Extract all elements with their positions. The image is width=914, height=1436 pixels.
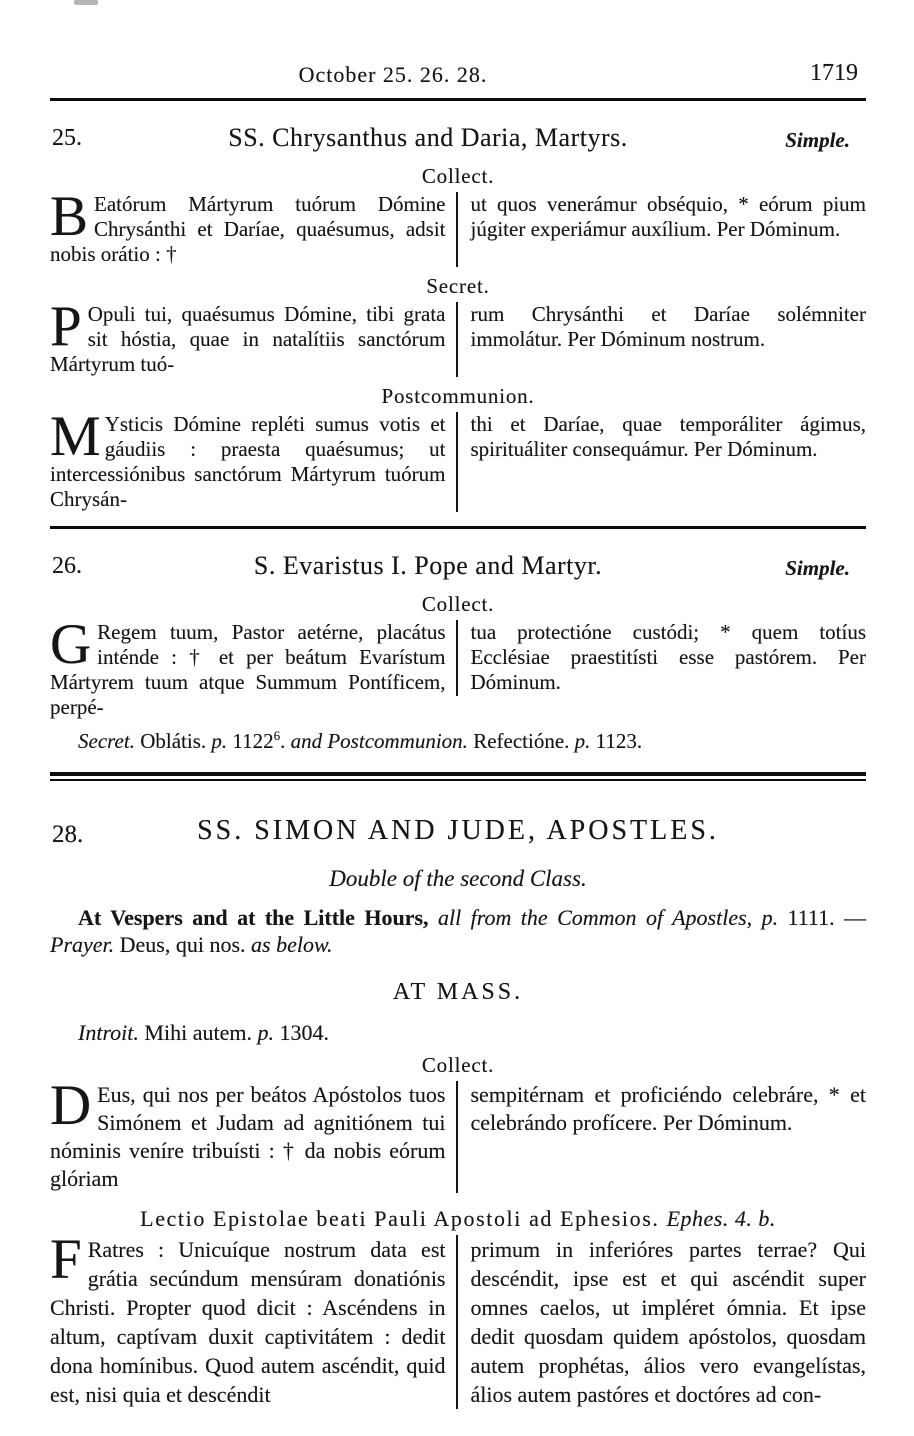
feast-title: SS. Chrysanthus and Daria, Martyrs.: [228, 123, 628, 152]
prayer-text: Ysticis Dómine repléti sumus votis et gáudiis : praesta quaésumus; ut intercessiónibus sanctórum Mártyrum tuórum Chrysán-: [50, 412, 446, 511]
postcommunion-heading: Postcommunion.: [381, 384, 535, 408]
as-below-note: as below.: [251, 932, 333, 957]
collect-left-column: [50, 185, 456, 267]
prayer-text: Opuli tui, quaésumus Dómine, tibi grata sit hóstia, quae in natalítiis sanctórum Mártyrum tuó-: [50, 302, 446, 376]
postcommunion-right-column: thi et Daríae, quae temporáliter ágimus, spirituáliter consequámur. Per Dóminum.: [470, 412, 866, 461]
epistle-columns: [50, 1228, 866, 1409]
prayer-text: Regem tuum, Pastor aetérne, placátus inténde : † et per beátum Evarístum Mártyrem tuum atque Summum Pontíficem, perpé-: [50, 620, 446, 719]
drop-cap: P: [50, 295, 82, 358]
epistle-right-column: primum in inferióres partes terrae? Qui descéndit, ipse est et qui ascéndit super omnes caelos, ut impléret ómnia. Et ipse dedit quosdam quidem apóstolos, quosdam autem prophétas, álios vero evangelístas, álios autem pastóres et doctóres ad con-: [470, 1237, 866, 1407]
feast-day-number: 28.: [52, 821, 84, 848]
page-abbrev: p.: [257, 1020, 274, 1045]
introit-reference: [50, 1020, 866, 1046]
collect-right-column: tua protectióne custódi; * quem totíus Ecclésiae praestitísti esse pastórem. Per Dóminum.: [470, 620, 866, 694]
lectio-roman-text: Lectio Epistolae beati Pauli Apostoli ad Ephesios.: [140, 1206, 660, 1231]
collect-left-column: [50, 613, 456, 720]
feast-class-designation: Double of the second Class.: [329, 866, 587, 891]
section-rule: [50, 526, 866, 529]
secret-label: Secret.: [78, 729, 135, 753]
page-number: 1719: [810, 60, 858, 86]
prayer-label: Prayer.: [50, 932, 115, 957]
vespers-rubric-italic: all from the Common of Apostles,: [437, 905, 753, 930]
page-ref-number: 1111. —: [787, 905, 867, 930]
page-ref-number: 1122: [232, 729, 274, 753]
epistle-text: Ratres : Unicuíque nostrum data est grátia secúndum mensúram donatiónis Christi. Propter quod dicit : Ascéndens in altum, captívam duxit captivitátem : dedit dona homínibus. Quod autem ascéndit, quid est, nisi quia et descéndit: [50, 1237, 446, 1407]
secret-left-column: [50, 295, 456, 377]
vespers-bold-text: At Vespers and at the Little Hours,: [78, 905, 429, 930]
at-mass-heading: AT MASS.: [392, 979, 524, 1005]
page-ref-number: 1304.: [279, 1020, 329, 1045]
collect-heading: Collect.: [421, 592, 495, 616]
section-25-chrysanthus-daria: [50, 123, 866, 512]
page-abbrev: p.: [211, 729, 228, 753]
section-26-evaristus: [50, 551, 866, 754]
page-abbrev: p.: [574, 729, 591, 753]
drop-cap: B: [50, 185, 89, 248]
postcommunion-incipit: Refectióne.: [473, 729, 570, 753]
secret-incipit: Oblátis.: [140, 729, 207, 753]
secret-right-column: rum Chrysánthi et Daríae solémniter immolátur. Per Dóminum nostrum.: [470, 302, 866, 351]
introit-label: Introit.: [78, 1020, 139, 1045]
page-header: [50, 62, 866, 90]
prayer-incipit: Deus, qui nos.: [119, 932, 246, 957]
lectio-citation: Ephes. 4. b.: [666, 1206, 776, 1231]
epistle-left-column: [50, 1228, 456, 1409]
double-section-rule: [50, 772, 866, 781]
secret-columns: [50, 295, 866, 377]
postcommunion-columns: [50, 405, 866, 512]
feast-day-number: 26.: [52, 553, 82, 579]
page-ref-dot: .: [280, 729, 286, 753]
scan-smudge: [74, 0, 98, 5]
drop-cap: D: [50, 1074, 92, 1137]
secret-heading: Secret.: [426, 274, 490, 298]
feast-heading-row: [50, 815, 866, 851]
page-ref-number: 1123.: [595, 729, 643, 753]
lectio-heading: [50, 1206, 866, 1232]
collect-right-column: sempitérnam et proficiéndo celebráre, * et celebrándo profícere. Per Dóminum.: [470, 1082, 866, 1135]
feast-day-number: 25.: [52, 125, 82, 151]
feast-heading-row: [50, 123, 866, 157]
page-abbrev: p.: [761, 905, 779, 930]
collect-right-column: ut quos venerámur obséquio, * eórum pium júgiter experiámur auxílium. Per Dóminum.: [470, 192, 866, 241]
and-label: and: [290, 729, 323, 753]
collect-columns: [50, 1074, 866, 1193]
drop-cap: G: [50, 613, 92, 676]
feast-heading-row: [50, 551, 866, 585]
drop-cap: F: [50, 1228, 82, 1291]
header-rule: [50, 98, 866, 101]
running-title: October 25. 26. 28.: [298, 62, 488, 87]
feast-rank: Simple.: [785, 128, 850, 152]
page-ref: [232, 729, 285, 753]
collect-columns: [50, 613, 866, 720]
collect-heading: Collect.: [421, 164, 495, 188]
introit-incipit: Mihi autem.: [144, 1020, 252, 1045]
feast-title: S. Evaristus I. Pope and Martyr.: [253, 551, 603, 580]
collect-left-column: [50, 1074, 456, 1193]
vespers-rubric: [50, 904, 866, 958]
section-28-simon-jude: [50, 815, 866, 1409]
drop-cap: M: [50, 405, 99, 468]
prayer-text: Eus, qui nos per beátos Apóstolos tuos Simónem et Judam ad agnitiónem tui nóminis veníre tribuísti : † da nobis eórum glóriam: [50, 1082, 446, 1191]
postcommunion-label: Postcommunion.: [327, 729, 468, 753]
reference-note: [50, 728, 866, 754]
feast-title: SS. SIMON AND JUDE, APOSTLES.: [197, 815, 719, 846]
postcommunion-left-column: [50, 405, 456, 512]
prayer-text: Eatórum Mártyrum tuórum Dómine Chrysánthi et Daríae, quaésumus, adsit nobis orátio : †: [50, 192, 446, 266]
collect-heading: Collect.: [421, 1053, 495, 1077]
page-ref-superscript: 6: [273, 728, 281, 743]
collect-columns: [50, 185, 866, 267]
feast-rank: Simple.: [785, 556, 850, 580]
